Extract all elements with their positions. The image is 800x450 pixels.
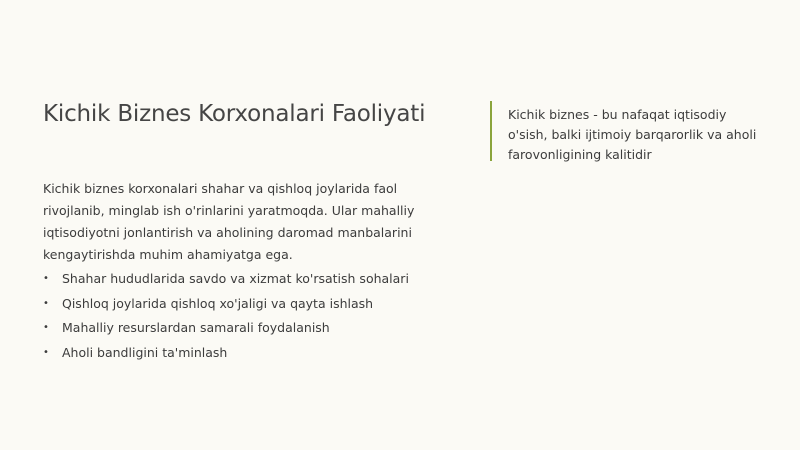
bullet-text: Mahalliy resurslardan samarali foydalanish xyxy=(62,320,330,335)
bullet-icon: • xyxy=(43,346,49,358)
bullet-icon: • xyxy=(43,273,49,284)
slide-title: Kichik Biznes Korxonalari Faoliyati xyxy=(43,101,426,127)
intro-paragraph: Kichik biznes korxonalari shahar va qishloq joylarida faol rivojlanib, minglab ish o'rinlarini yaratmoqda. Ular mahalliy iqtisodiyotni jonlantirish va aholining daromad manbalarini kengaytirishda muhim ahamiyatga ega. xyxy=(43,181,415,262)
bullet-icon: • xyxy=(43,322,49,333)
bullet-item xyxy=(43,341,409,366)
bullet-item xyxy=(43,267,409,292)
quote-block xyxy=(490,101,760,161)
bullet-text: Qishloq joylarida qishloq xo'jaligi va qayta ishlash xyxy=(62,295,374,311)
quote-text: Kichik biznes - bu nafaqat iqtisodiy o'sish, balki ijtimoiy barqarorlik va aholi farovonligining kalitidir xyxy=(508,107,757,162)
bullet-item xyxy=(43,316,409,341)
bullet-icon: • xyxy=(43,297,49,309)
bullet-item xyxy=(43,292,409,317)
bullet-text: Aholi bandligini ta'minlash xyxy=(62,344,228,360)
bullet-list xyxy=(43,267,409,365)
bullet-text: Shahar hududlarida savdo va xizmat ko'rsatish sohalari xyxy=(62,271,409,286)
